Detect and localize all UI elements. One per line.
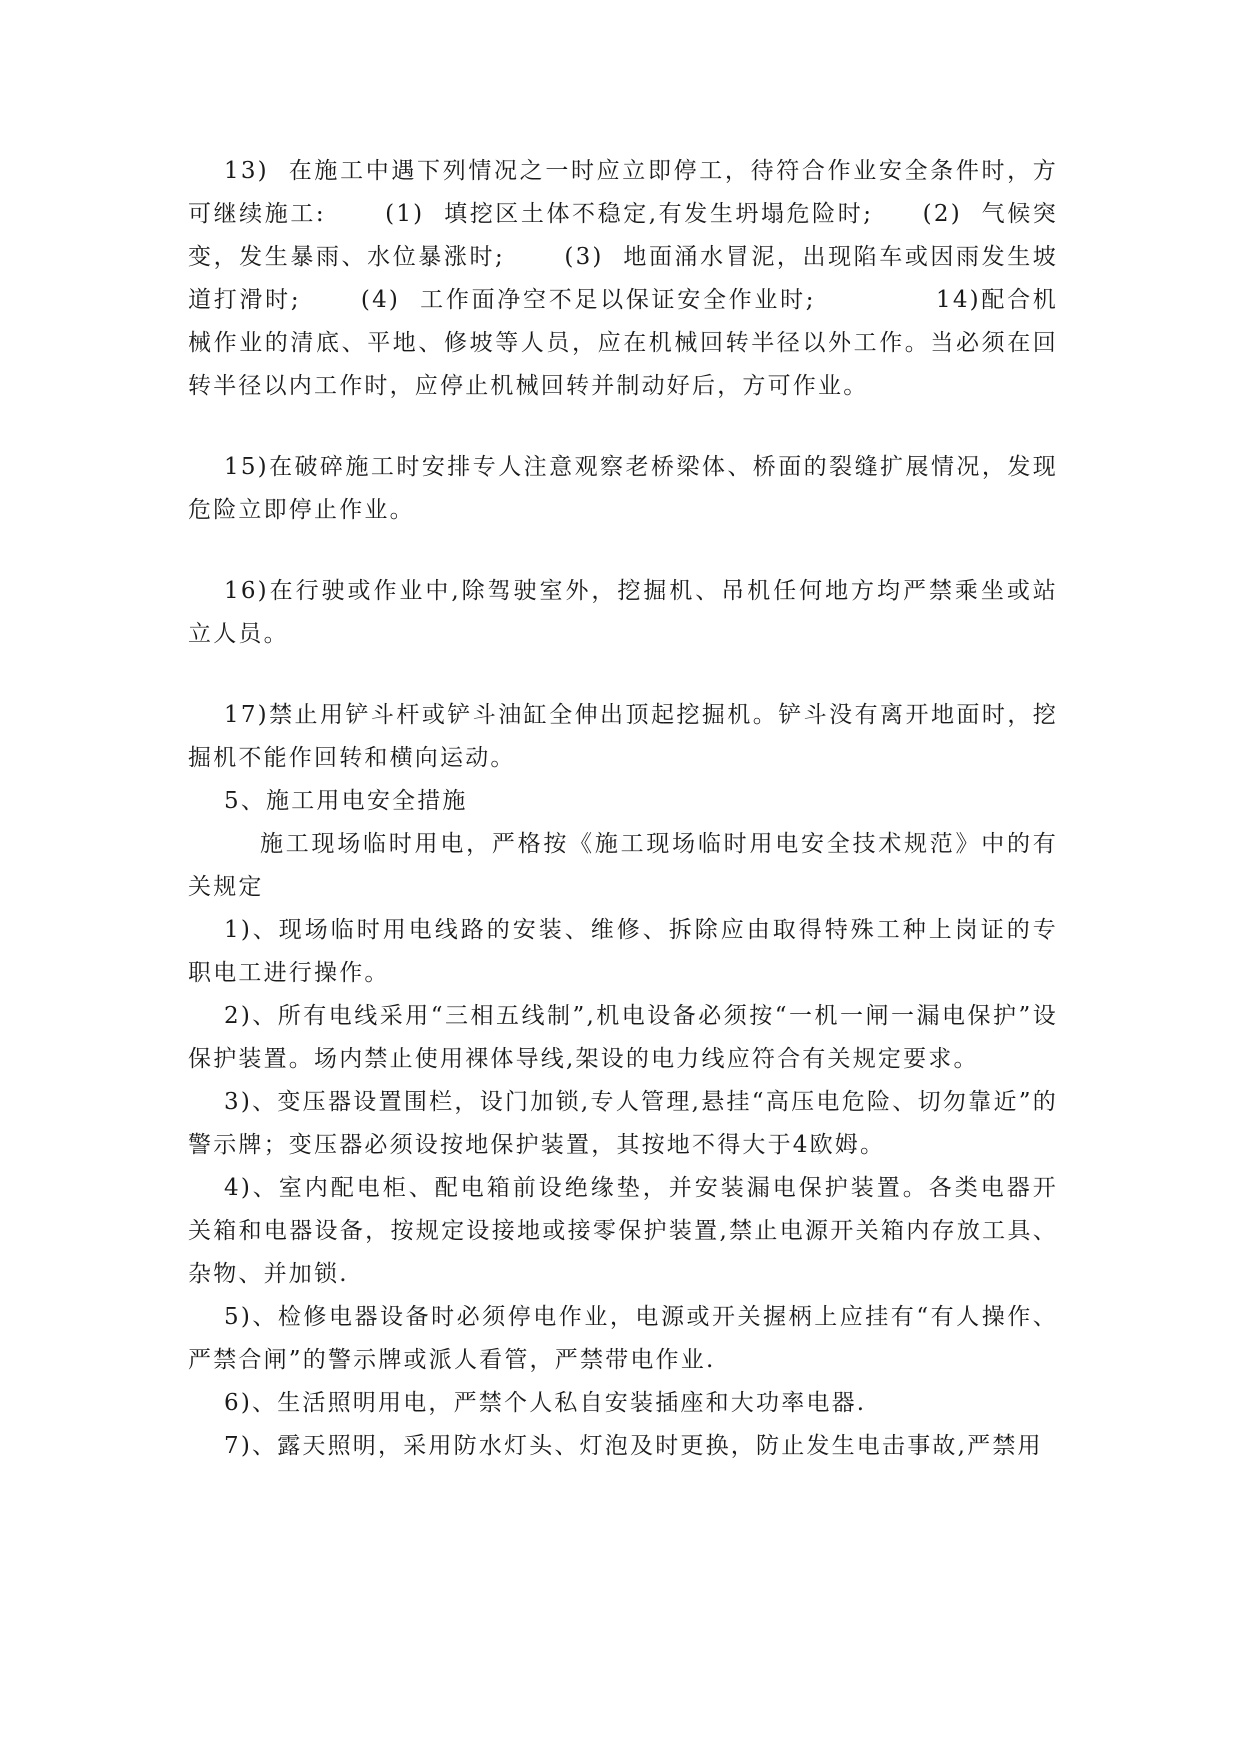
paragraph-electrical-2: 2)、所有电线采用“三相五线制”,机电设备必须按“一机一闸一漏电保护”设保护装置。场内禁止使用裸体导线,架设的电力线应符合有关规定要求。 <box>188 1003 1058 1072</box>
document-page <box>188 150 1058 1468</box>
paragraph-electrical-7: 7)、露天照明，采用防水灯头、灯泡及时更换，防止发生电击事故,严禁用 <box>224 1433 1043 1459</box>
paragraph-electrical-1: 1)、现场临时用电线路的安装、维修、拆除应由取得特殊工种上岗证的专职电工进行操作。 <box>188 917 1058 986</box>
section-heading-electrical-safety: 5、施工用电安全措施 <box>224 788 468 814</box>
paragraph-item-16: 16)在行驶或作业中,除驾驶室外，挖掘机、吊机任何地方均严禁乘坐或站立人员。 <box>188 578 1058 647</box>
paragraph-electrical-3: 3)、变压器设置围栏，设门加锁,专人管理,悬挂“高压电危险、切勿靠近”的警示牌；变压器必须设按地保护装置，其按地不得大于4欧姆。 <box>188 1089 1058 1158</box>
paragraph-electrical-intro: 施工现场临时用电，严格按《施工现场临时用电安全技术规范》中的有关规定 <box>188 831 1058 900</box>
paragraph-item-13: 13) 在施工中遇下列情况之一时应立即停工，待符合作业安全条件时，方可继续施工: (1) 填挖区土体不稳定,有发生坍塌危险时; (2) 气候突变，发生暴雨、水位暴涨时; (3) 地面涌水冒泥，出现陷车或因雨发生坡道打滑时; (4) 工作面净空不足以保证安全作业时; 14)配合机械作业的清底、平地、修坡等人员，应在机械回转半径以外工作。当必须在回转半径以内工作时，应停止机械回转并制动好后，方可作业。 <box>188 158 1058 399</box>
paragraph-item-17: 17)禁止用铲斗杆或铲斗油缸全伸出顶起挖掘机。铲斗没有离开地面时，挖掘机不能作回转和横向运动。 <box>188 702 1058 771</box>
paragraph-item-15: 15)在破碎施工时安排专人注意观察老桥梁体、桥面的裂缝扩展情况，发现危险立即停止作业。 <box>188 454 1058 523</box>
paragraph-electrical-4: 4)、室内配电柜、配电箱前设绝缘垫，并安装漏电保护装置。各类电器开关箱和电器设备，按规定设接地或接零保护装置,禁止电源开关箱内存放工具、杂物、并加锁. <box>188 1175 1058 1287</box>
paragraph-electrical-6: 6)、生活照明用电，严禁个人私自安装插座和大功率电器. <box>224 1390 867 1416</box>
paragraph-electrical-5: 5)、检修电器设备时必须停电作业，电源或开关握柄上应挂有“有人操作、严禁合闸”的警示牌或派人看管，严禁带电作业. <box>188 1304 1058 1373</box>
